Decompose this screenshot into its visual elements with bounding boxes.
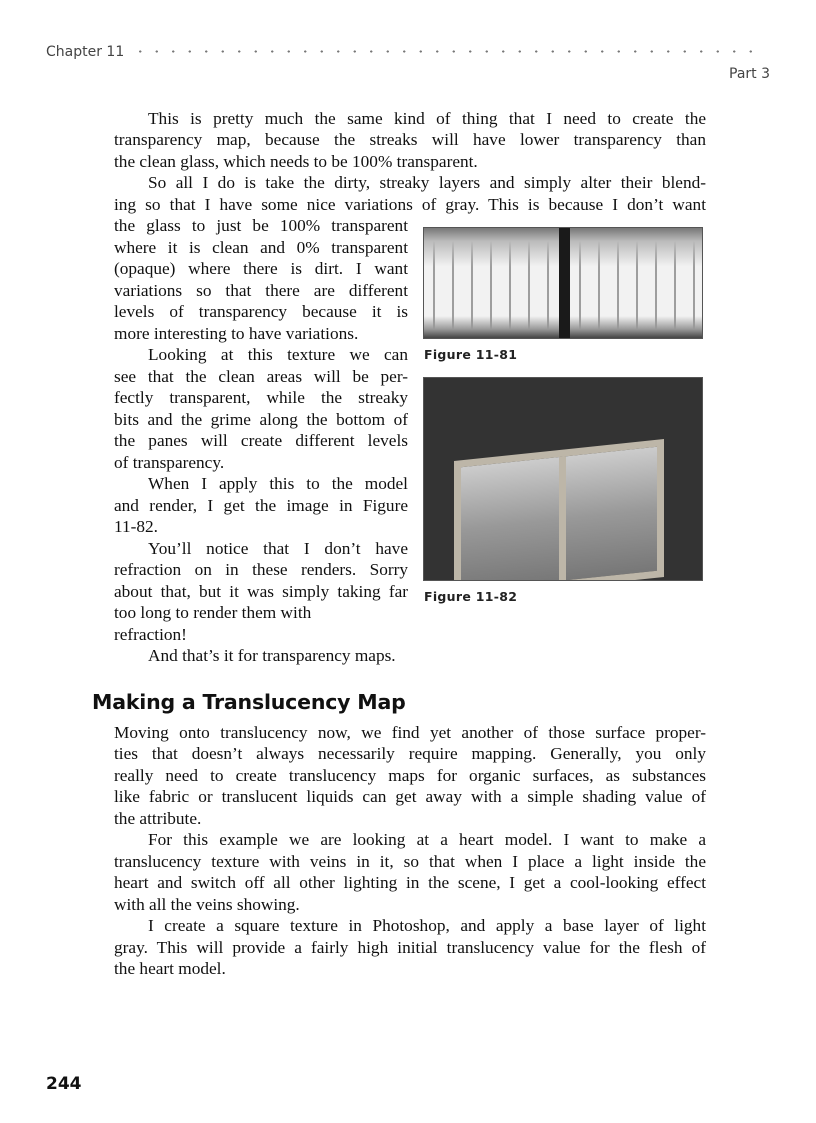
text-line: of transparency. [114,452,225,472]
running-header-part: Part 3 [729,66,770,82]
text-line: the attribute. [114,808,202,828]
figure-11-82-image [423,377,703,581]
text-line: with all the veins showing. [114,894,300,914]
text-line: And that’s it for transparency maps. [148,646,396,665]
text-line: Moving onto translucency now, we find yet another of those surface proper- [114,723,706,742]
text-line: the clean glass, which needs to be 100% transparent. [114,151,478,171]
text-line: too long to render them with [114,603,312,623]
figure-caption: Figure 11-82 [424,589,518,604]
header-dot-leader [132,50,757,53]
text-line: refraction on in these renders. Sorry [114,560,408,580]
text-line: variations so that there are different [114,280,408,300]
text-line: For this example we are looking at a heart model. I want to make a [148,830,706,850]
rendered-window-model [454,439,664,581]
text-line: Looking at this texture we can [148,345,408,365]
text-line: 11-82. [114,517,158,537]
text-line: the glass to just be 100% transparent [114,216,408,236]
running-header-chapter: Chapter 11 [46,44,125,60]
text-line: and render, I get the image in Figure [114,495,408,515]
text-line: I create a square texture in Photoshop, and apply a base layer of light [148,916,706,936]
text-line: refraction! [114,624,187,644]
text-line: bits and the grime along the bottom of [114,409,408,429]
page-number: 244 [46,1074,82,1094]
text-line: more interesting to have variations. [114,323,359,343]
text-line: where it is clean and 0% transparent [114,237,408,257]
section-heading: Making a Translucency Map [92,690,406,714]
text-line: So all I do is take the dirty, streaky layers and simply alter their blend- [148,173,706,193]
window-divider [559,228,570,338]
text-line: see that the clean areas will be per- [114,366,408,386]
text-line: really need to create translucency maps for organic surfaces, as substances [114,765,706,785]
text-line: ing so that I have some nice variations of gray. This is because I don’t want [114,194,706,214]
figure-11-81-image [423,227,703,339]
text-line: the heart model. [114,959,226,979]
text-line: translucency texture with veins in it, so that when I place a light inside the [114,851,706,871]
text-line: heart and switch off all other lighting in the scene, I get a cool-looking effect [114,873,706,893]
dirty-glass-pane-left [424,228,559,338]
text-line: ties that doesn’t always necessarily require mapping. Generally, you only [114,744,706,764]
text-line: transparency map, because the streaks will have lower transparency than [114,130,706,150]
text-line: gray. This will provide a fairly high initial translucency value for the flesh of [114,937,706,957]
text-line: When I apply this to the model [148,474,408,494]
text-line: the panes will create different levels [114,431,408,451]
text-line: about that, but it was simply taking far [114,581,408,601]
text-line: fectly transparent, while the streaky [114,388,408,408]
window-mullion [559,456,566,581]
figure-caption: Figure 11-81 [424,347,518,362]
text-line: This is pretty much the same kind of thing that I need to create the [148,109,706,128]
dirty-glass-pane-right [570,228,702,338]
text-line: (opaque) where there is dirt. I want [114,259,408,279]
text-line: You’ll notice that I don’t have [148,538,408,558]
text-line: levels of transparency because it is [114,302,408,322]
text-line: like fabric or translucent liquids can get away with a simple shading value of [114,787,706,807]
